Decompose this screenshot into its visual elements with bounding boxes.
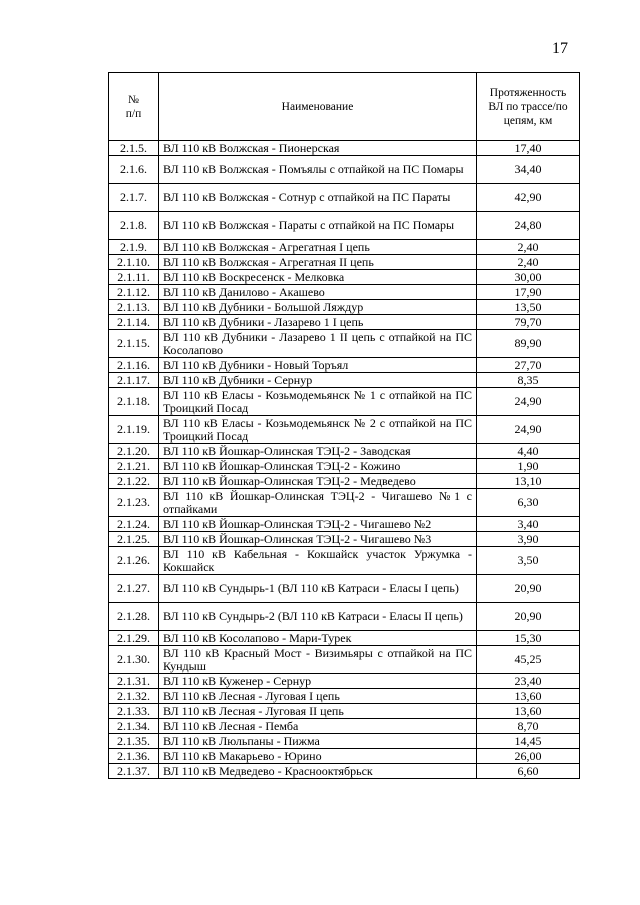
row-name-cell: ВЛ 110 кВ Йошкар-Олинская ТЭЦ-2 - Медведево — [159, 474, 477, 489]
table-row — [109, 646, 580, 674]
row-name-cell: ВЛ 110 кВ Воскресенск - Мелковка — [159, 270, 477, 285]
table-row — [109, 517, 580, 532]
row-name-cell: ВЛ 110 кВ Йошкар-Олинская ТЭЦ-2 - Заводская — [159, 444, 477, 459]
row-number-cell: 2.1.26. — [109, 547, 159, 575]
row-number-cell: 2.1.31. — [109, 674, 159, 689]
table-header-row — [109, 73, 580, 141]
table-row — [109, 689, 580, 704]
row-number-cell: 2.1.14. — [109, 315, 159, 330]
row-length-cell: 24,80 — [477, 212, 580, 240]
row-number-cell: 2.1.19. — [109, 416, 159, 444]
row-number-cell: 2.1.21. — [109, 459, 159, 474]
row-length-cell: 20,90 — [477, 603, 580, 631]
row-length-cell: 23,40 — [477, 674, 580, 689]
row-number-cell: 2.1.36. — [109, 749, 159, 764]
row-name-cell: ВЛ 110 кВ Данилово - Акашево — [159, 285, 477, 300]
row-number-cell: 2.1.10. — [109, 255, 159, 270]
table-body — [109, 141, 580, 779]
row-number-cell: 2.1.33. — [109, 704, 159, 719]
row-length-cell: 8,70 — [477, 719, 580, 734]
row-number-cell: 2.1.6. — [109, 156, 159, 184]
header-number: № п/п — [109, 73, 159, 141]
table-row — [109, 764, 580, 779]
row-name-cell: ВЛ 110 кВ Люльпаны - Пижма — [159, 734, 477, 749]
row-number-cell: 2.1.32. — [109, 689, 159, 704]
row-name-cell: ВЛ 110 кВ Медведево - Краснооктябрьск — [159, 764, 477, 779]
header-length: Протяженность ВЛ по трассе/по цепям, км — [477, 73, 580, 141]
row-name-cell: ВЛ 110 кВ Дубники - Лазарево 1 II цепь с отпайкой на ПС Косолапово — [159, 330, 477, 358]
row-number-cell: 2.1.18. — [109, 388, 159, 416]
row-length-cell: 1,90 — [477, 459, 580, 474]
row-length-cell: 34,40 — [477, 156, 580, 184]
table-row — [109, 156, 580, 184]
row-length-cell: 3,40 — [477, 517, 580, 532]
row-length-cell: 2,40 — [477, 240, 580, 255]
row-name-cell: ВЛ 110 кВ Красный Мост - Визимьяры с отпайкой на ПС Кундыш — [159, 646, 477, 674]
row-number-cell: 2.1.13. — [109, 300, 159, 315]
table-row — [109, 285, 580, 300]
table-row — [109, 489, 580, 517]
row-length-cell: 2,40 — [477, 255, 580, 270]
row-name-cell: ВЛ 110 кВ Йошкар-Олинская ТЭЦ-2 - Чигашево №1 с отпайками — [159, 489, 477, 517]
row-length-cell: 4,40 — [477, 444, 580, 459]
row-number-cell: 2.1.11. — [109, 270, 159, 285]
row-name-cell: ВЛ 110 кВ Еласы - Козьмодемьянск № 1 с отпайкой на ПС Троицкий Посад — [159, 388, 477, 416]
row-length-cell: 26,00 — [477, 749, 580, 764]
row-name-cell: ВЛ 110 кВ Волжская - Параты с отпайкой на ПС Помары — [159, 212, 477, 240]
page-number: 17 — [552, 40, 568, 57]
row-name-cell: ВЛ 110 кВ Дубники - Сернур — [159, 373, 477, 388]
row-length-cell: 24,90 — [477, 416, 580, 444]
row-length-cell: 3,90 — [477, 532, 580, 547]
row-number-cell: 2.1.30. — [109, 646, 159, 674]
table-row — [109, 330, 580, 358]
row-name-cell: ВЛ 110 кВ Косолапово - Мари-Турек — [159, 631, 477, 646]
row-number-cell: 2.1.23. — [109, 489, 159, 517]
row-length-cell: 3,50 — [477, 547, 580, 575]
row-length-cell: 30,00 — [477, 270, 580, 285]
row-number-cell: 2.1.22. — [109, 474, 159, 489]
row-number-cell: 2.1.16. — [109, 358, 159, 373]
row-length-cell: 27,70 — [477, 358, 580, 373]
row-number-cell: 2.1.25. — [109, 532, 159, 547]
row-name-cell: ВЛ 110 кВ Сундырь-1 (ВЛ 110 кВ Катраси - Еласы I цепь) — [159, 575, 477, 603]
table-row — [109, 184, 580, 212]
header-name: Наименование — [159, 73, 477, 141]
row-number-cell: 2.1.37. — [109, 764, 159, 779]
row-name-cell: ВЛ 110 кВ Дубники - Лазарево 1 I цепь — [159, 315, 477, 330]
row-name-cell: ВЛ 110 кВ Волжская - Пионерская — [159, 141, 477, 156]
row-length-cell: 6,30 — [477, 489, 580, 517]
table-row — [109, 704, 580, 719]
row-name-cell: ВЛ 110 кВ Волжская - Агрегатная II цепь — [159, 255, 477, 270]
row-number-cell: 2.1.15. — [109, 330, 159, 358]
row-number-cell: 2.1.28. — [109, 603, 159, 631]
row-name-cell: ВЛ 110 кВ Еласы - Козьмодемьянск № 2 с отпайкой на ПС Троицкий Посад — [159, 416, 477, 444]
table-row — [109, 270, 580, 285]
table-row — [109, 459, 580, 474]
row-name-cell: ВЛ 110 кВ Лесная - Луговая II цепь — [159, 704, 477, 719]
row-name-cell: ВЛ 110 кВ Волжская - Агрегатная I цепь — [159, 240, 477, 255]
row-number-cell: 2.1.12. — [109, 285, 159, 300]
table-row — [109, 444, 580, 459]
table-row — [109, 719, 580, 734]
table-row — [109, 240, 580, 255]
table-row — [109, 547, 580, 575]
row-name-cell: ВЛ 110 кВ Сундырь-2 (ВЛ 110 кВ Катраси - Еласы II цепь) — [159, 603, 477, 631]
row-number-cell: 2.1.7. — [109, 184, 159, 212]
row-number-cell: 2.1.24. — [109, 517, 159, 532]
table-row — [109, 749, 580, 764]
table-row — [109, 603, 580, 631]
row-number-cell: 2.1.35. — [109, 734, 159, 749]
row-length-cell: 79,70 — [477, 315, 580, 330]
table-row — [109, 474, 580, 489]
row-name-cell: ВЛ 110 кВ Дубники - Большой Ляждур — [159, 300, 477, 315]
row-name-cell: ВЛ 110 кВ Дубники - Новый Торъял — [159, 358, 477, 373]
table-row — [109, 734, 580, 749]
row-name-cell: ВЛ 110 кВ Макарьево - Юрино — [159, 749, 477, 764]
row-name-cell: ВЛ 110 кВ Йошкар-Олинская ТЭЦ-2 - Чигашево №2 — [159, 517, 477, 532]
row-number-cell: 2.1.20. — [109, 444, 159, 459]
row-length-cell: 6,60 — [477, 764, 580, 779]
table-row — [109, 358, 580, 373]
row-number-cell: 2.1.5. — [109, 141, 159, 156]
table-row — [109, 388, 580, 416]
row-length-cell: 17,40 — [477, 141, 580, 156]
row-length-cell: 13,60 — [477, 689, 580, 704]
table-row — [109, 141, 580, 156]
table-row — [109, 315, 580, 330]
row-length-cell: 45,25 — [477, 646, 580, 674]
table-row — [109, 373, 580, 388]
table-row — [109, 300, 580, 315]
row-length-cell: 24,90 — [477, 388, 580, 416]
row-length-cell: 89,90 — [477, 330, 580, 358]
row-name-cell: ВЛ 110 кВ Волжская - Сотнур с отпайкой на ПС Параты — [159, 184, 477, 212]
table-row — [109, 674, 580, 689]
row-length-cell: 17,90 — [477, 285, 580, 300]
row-length-cell: 13,10 — [477, 474, 580, 489]
row-name-cell: ВЛ 110 кВ Йошкар-Олинская ТЭЦ-2 - Кожино — [159, 459, 477, 474]
row-number-cell: 2.1.9. — [109, 240, 159, 255]
row-number-cell: 2.1.27. — [109, 575, 159, 603]
row-length-cell: 13,60 — [477, 704, 580, 719]
row-length-cell: 14,45 — [477, 734, 580, 749]
row-length-cell: 13,50 — [477, 300, 580, 315]
table-row — [109, 255, 580, 270]
row-length-cell: 20,90 — [477, 575, 580, 603]
power-lines-table — [108, 72, 580, 779]
table-row — [109, 416, 580, 444]
row-name-cell: ВЛ 110 кВ Лесная - Луговая I цепь — [159, 689, 477, 704]
table-row — [109, 532, 580, 547]
row-name-cell: ВЛ 110 кВ Йошкар-Олинская ТЭЦ-2 - Чигашево №3 — [159, 532, 477, 547]
row-number-cell: 2.1.29. — [109, 631, 159, 646]
row-name-cell: ВЛ 110 кВ Кабельная - Кокшайск участок Уржумка - Кокшайск — [159, 547, 477, 575]
row-length-cell: 8,35 — [477, 373, 580, 388]
table-row — [109, 212, 580, 240]
row-name-cell: ВЛ 110 кВ Куженер - Сернур — [159, 674, 477, 689]
row-number-cell: 2.1.17. — [109, 373, 159, 388]
row-length-cell: 15,30 — [477, 631, 580, 646]
row-number-cell: 2.1.8. — [109, 212, 159, 240]
row-name-cell: ВЛ 110 кВ Волжская - Помъялы с отпайкой на ПС Помары — [159, 156, 477, 184]
table-row — [109, 575, 580, 603]
row-name-cell: ВЛ 110 кВ Лесная - Пемба — [159, 719, 477, 734]
row-length-cell: 42,90 — [477, 184, 580, 212]
row-number-cell: 2.1.34. — [109, 719, 159, 734]
table-row — [109, 631, 580, 646]
